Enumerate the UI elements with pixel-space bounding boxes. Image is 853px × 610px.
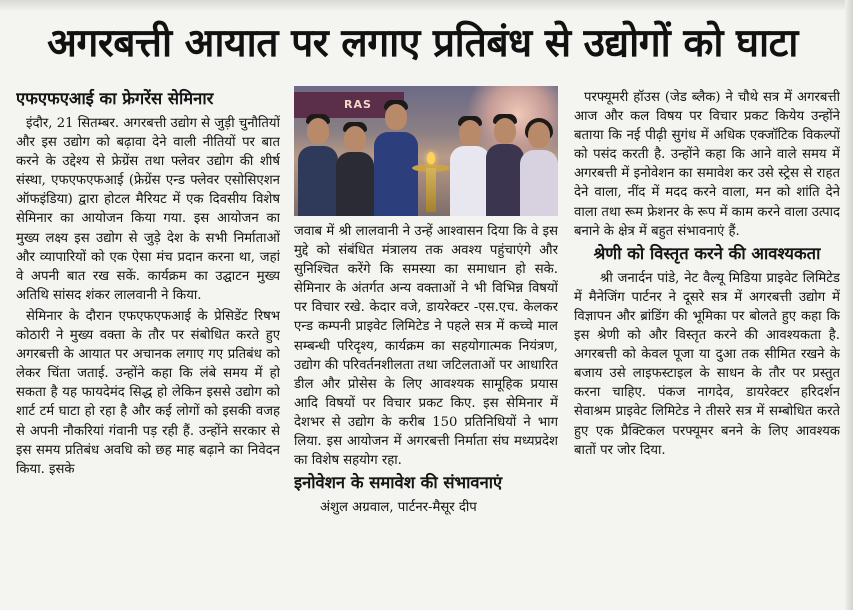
headline: अगरबत्ती आयात पर लगाए प्रतिबंध से उद्योगों को घाटा <box>47 21 798 66</box>
column-1-paragraph: इंदौर, 21 सितम्बर. अगरबत्ती उद्योग से जुड़ी चुनौतियों और इस उद्योग को बढ़ावा देने वाली नीतियों पर बात करने के उद्देश्य से फ्रेग्रेंस तथा फ्लेवर उद्योग की शीर्ष संस्था, एफएफएफआई (फ्रेग्रेंस एन्ड फ्लेवर एसोसिएशन ऑफइंडिया) द्वारा होटल मैरियट में एक दिवसीय विशेष सेमिनार का आयोजन किया गया. इस आयोजन का मुख्य लक्ष्य इस उद्योग से जुड़े देश के सभी निर्माताओं और व्यापारियों को एक ऐसा मंच प्रदान करना था, जहां वे अपनी बात रख सकें. कार्यक्रम का उद्घाटन मुख्य अतिथि सांसद शंकर लालवानी ने किया. <box>16 116 280 303</box>
column-1-subhead: एफएफएआई का फ्रेगरेंस सेमिनार <box>16 89 214 108</box>
column-3-subhead: श्रेणी को विस्तृत करने की आवश्यकता <box>593 243 821 263</box>
column-2-paragraph: जवाब में श्री लालवानी ने उन्हें आश्वासन दिया कि वे इस मुद्दे को संबंधित मंत्रालय तक अवश्य पहुंचाएंगे और सुनिश्चित करेंगे कि समस्या का समाधान हो सके. सेमिनार के अंतर्गत अन्य वक्ताओं ने भी विभिन्न विषयों पर विचार रखे. केदार वजे, डायरेक्टर -एस.एच. केलकर एन्ड कम्पनी प्राइवेट लिमिटेड ने पहले सत्र में कच्चे माल सम्बन्धी परिदृश्य, कार्यक्रम का सहयोगात्मक नियंत्रण, उद्योग की परिवर्तनशीलता तथा जटिलताओं पर आधारित डील और प्रोसेस के लिए आवश्यक सामूहिक प्रयास आदि विषयों पर विचार प्रकट किए. इस सेमिनार में देशभर से उद्योग के करीब 150 प्रतिनिधियों ने भाग लिया. इस आयोजन में अगरबत्ती निर्माता संघ मध्यप्रदेश का विशेष सहयोग रहा. <box>294 224 558 469</box>
event-photo <box>294 86 558 216</box>
column-3 <box>574 88 840 606</box>
column-1-paragraph: सेमिनार के दौरान एफएफएफआई के प्रेसिडेंट रिषभ कोठारी ने मुख्य वक्ता के तौर पर संबोधित करते हुए अगरबत्ती के आयात पर अचानक लगाए गए प्रतिबंध को लेकर चिंता जताई. उन्होंने कहा कि लंबे समय में हो सकता है यह फायदेमंद सिद्ध हो लेकिन इससे उद्योग को शार्ट टर्म घाटा हो रहा है और कई लोगों को इसकी वजह से अपनी नौकरियां गंवानी पड़ रही हैं. उन्होंने सरकार से इस समय प्रतिबंध अवधि को छह माह बढ़ाने का निवेदन किया. इसके <box>16 308 280 477</box>
column-2-subhead: इनोवेशन के समावेश की संभावनाएं <box>294 473 503 493</box>
person-figure <box>298 112 338 216</box>
person-figure <box>450 114 490 216</box>
event-banner: RAS <box>294 92 404 118</box>
column-1 <box>16 88 280 606</box>
person-figure <box>374 98 418 216</box>
column-3-paragraph: श्री जनार्दन पांडे, नेट वैल्यू मिडिया प्राइवेट लिमिटेड में मैनेजिंग पार्टनर ने दूसरे सत्र में अगरबत्ती उद्योग में विज्ञापन और ब्रांडिंग की भूमिका पर बोलते हुए कहा कि इस श्रेणी को और विस्तृत करने की आवश्यकता है. अगरबत्ती को केवल पूजा या दुआ तक सीमित रखने के बजाय उसे लाइफस्टाइल के साधन के तौर पर प्रस्तुत करना चाहिए. पंकज नागदेव, डायरेक्टर हरिदर्शन सेवाश्रम प्राइवेट लिमिटेड ने तीसरे सत्र में सम्बोधित करते हुए एक प्रैक्टिकल परफ्यूमर बनने के लिए आवश्यक बातों पर जोर दिया. <box>574 270 840 458</box>
column-2-tail: अंशुल अग्रवाल, पार्टनर-मैसूर दीप <box>320 500 477 516</box>
person-figure <box>486 112 524 216</box>
lamp-flame-icon <box>427 152 435 164</box>
right-edge <box>845 0 853 610</box>
person-figure <box>520 116 558 216</box>
column-3-paragraph: परफ्यूमरी हॉउस (जेड ब्लैक) ने चौथे सत्र में अगरबत्ती आज और कल विषय पर विचार प्रकट कियेय उन्होंने बताया कि नई पीढ़ी सुगंध में अधिक एक्जॉटिक विकल्पों को पसंद करती है. उन्होंने कहा कि आने वाले समय में अगरबत्ती में इनोवेशन का समावेश कर उसे स्ट्रेस से राहत देने वाला, नींद में मदद करने वाला, मन को शांति देने वाला तथा रूम फ्रेशनर के रूप में काम करने वाला उत्पाद बनाने के क्षेत्र में बहुत संभावनाएं हैं. <box>574 90 840 239</box>
top-edge <box>0 0 853 10</box>
column-2 <box>294 86 558 604</box>
person-figure <box>336 120 374 216</box>
lamp-stand <box>426 168 436 212</box>
